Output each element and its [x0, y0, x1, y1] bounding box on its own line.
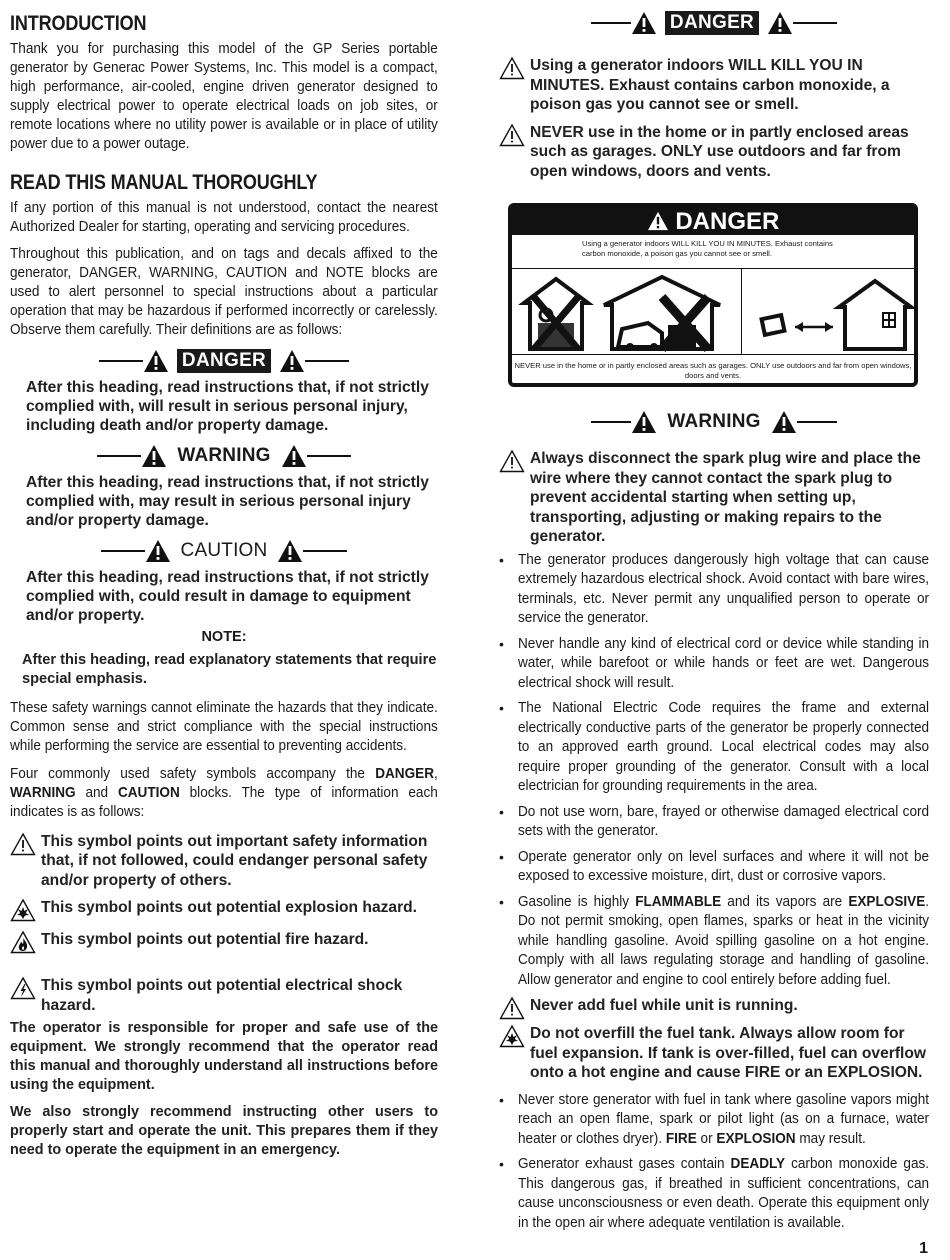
- warning-signal-word: [10, 439, 438, 473]
- danger-warning-triangle-icon: [143, 349, 169, 373]
- symbols-intro-text: Four commonly used safety symbols accompany the DANGER, WARNING and CAUTION blocks. The type of information each indicates is as follows:: [10, 765, 438, 820]
- placard-header: [512, 207, 914, 235]
- warning-triangle-icon: [631, 410, 657, 434]
- general-warning-icon: [499, 123, 525, 147]
- danger-indoors-item: [499, 56, 929, 115]
- general-warning-icon: [499, 449, 525, 473]
- safety-warnings-text: These safety warnings cannot eliminate the hazards that they indicate. Common sense and strict compliance with the special instructions while performing the service are essential to preventing accidents.: [10, 700, 438, 755]
- read-manual-heading: READ THIS MANUAL THOROUGHLY: [10, 170, 318, 194]
- danger-placard: [508, 203, 918, 387]
- note-definition: After this heading, read explanatory statements that require special emphasis.: [22, 652, 437, 688]
- spark-plug-warning-item: [499, 449, 929, 547]
- danger-indoors-text: Using a generator indoors WILL KILL YOU IN MINUTES. Exhaust contains carbon monoxide, a poison gas you cannot see or smell.: [530, 57, 890, 113]
- warning-signal-word-right: [499, 405, 929, 439]
- caution-definition: After this heading, read instructions that, if not strictly complied with, could result in damage to equipment and/or property.: [26, 569, 429, 625]
- operator-responsibility-text: The operator is responsible for proper and safe use of the equipment. We strongly recommend that the operator read this manual and thoroughly understand all instructions before using the equipment.: [10, 1020, 438, 1094]
- danger-signal-word: [10, 344, 438, 378]
- read-manual-text-2: Throughout this publication, and on tags and decals affixed to the generator, DANGER, WARNING, CAUTION and NOTE blocks are used to alert personnel to special instructions about a particular operation that may be hazardous if performed incorrectly or carelessly. Observe them carefully. Their definitions are as follows:: [10, 245, 438, 339]
- list-item: • Do not use worn, bare, frayed or otherwise damaged electrical cord sets with the generator.: [499, 803, 929, 842]
- outdoor-use-pictogram: [743, 269, 914, 356]
- read-manual-text-1: If any portion of this manual is not understood, contact the nearest Authorized Dealer for starting, operating and servicing procedures.: [10, 199, 438, 235]
- no-indoor-use-pictogram: [512, 269, 741, 356]
- general-warning-icon: [10, 832, 36, 856]
- danger-definition: After this heading, read instructions that, if not strictly complied with, will result in serious personal injury, including death and/or property damage.: [26, 379, 429, 435]
- list-item: • Gasoline is highly FLAMMABLE and its vapors are EXPLOSIVE. Do not permit smoking, open flames, sparks or heat in the vicinity while handling gasoline. Avoid spilling gasoline on a hot engine. Comply with all laws regulating storage and handling of gasoline. Allow generator and engine to cool entirely before adding fuel.: [499, 893, 929, 991]
- danger-warning-triangle-icon: [631, 11, 657, 35]
- caution-signal-word: [10, 534, 438, 568]
- danger-label-right: DANGER: [665, 11, 759, 35]
- caution-triangle-icon: [277, 539, 303, 563]
- symbol-general-item: [10, 832, 438, 891]
- list-item: • Never store generator with fuel in tank where gasoline vapors might reach an open flame, spark or pilot light (as on a furnace, water heater or clothes dryer). FIRE or EXPLOSION may result.: [499, 1091, 929, 1150]
- operator-instruction-text: We also strongly recommend instructing other users to properly start and operate the unit. This prepares them if they need to operate the equipment in an emergency.: [10, 1104, 438, 1159]
- danger-warning-triangle-icon: [279, 349, 305, 373]
- right-column: [499, 10, 929, 1239]
- symbol-explosion-item: [10, 898, 438, 922]
- safety-bullet-list: [499, 551, 929, 991]
- explosion-hazard-icon: [499, 1024, 525, 1048]
- overfill-warning-item: [499, 1024, 929, 1083]
- danger-enclosed-text: NEVER use in the home or in partly enclosed areas such as garages. ONLY use outdoors and far from open windows, doors and vents.: [530, 123, 909, 180]
- general-warning-icon: [499, 56, 525, 80]
- electrical-shock-icon: [10, 976, 36, 1000]
- note-label: NOTE:: [201, 629, 247, 646]
- list-item: • Never handle any kind of electrical cord or device while standing in water, while barefoot or while hands or feet are wet. Dangerous electrical shock will result.: [499, 635, 929, 694]
- general-warning-icon: [499, 996, 525, 1020]
- symbol-fire-item: [10, 930, 438, 954]
- fuel-running-warning-item: [499, 996, 929, 1020]
- placard-title: DANGER: [675, 208, 780, 235]
- warning-label-right: WARNING: [667, 411, 761, 432]
- placard-message: Using a generator indoors WILL KILL YOU IN MINUTES. Exhaust contains carbon monoxide, a poison gas you cannot see or smell.: [582, 239, 833, 258]
- warning-definition: After this heading, read instructions that, if not strictly complied with, may result in serious personal injury and/or property damage.: [26, 474, 429, 530]
- placard-pictograms: [512, 268, 914, 355]
- danger-label: DANGER: [177, 349, 271, 373]
- danger-enclosed-item: [499, 123, 929, 182]
- storage-bullet-list: [499, 1091, 929, 1234]
- warning-triangle-icon: [281, 444, 307, 468]
- spark-plug-warning-text: Always disconnect the spark plug wire and place the wire where they cannot contact the spark plug to prevent accidental starting when setting up, transporting, adjusting or making repairs to the generator.: [530, 450, 921, 545]
- warning-label: WARNING: [177, 445, 271, 467]
- explosion-hazard-icon: [10, 898, 36, 922]
- page-number: 1: [919, 1240, 928, 1257]
- caution-label: CAUTION: [180, 540, 268, 562]
- placard-warning-icon: [647, 211, 669, 231]
- symbol-fire-text: This symbol points out potential fire hazard.: [41, 931, 369, 949]
- overfill-warning-text: Do not overfill the fuel tank. Always allow room for fuel expansion. If tank is over-filled, fuel can overflow onto a hot engine and cause FIRE or an EXPLOSION.: [530, 1025, 926, 1081]
- fire-hazard-icon: [10, 930, 36, 954]
- danger-signal-word-right: [499, 8, 929, 38]
- introduction-heading: INTRODUCTION: [10, 12, 147, 35]
- symbol-general-text: This symbol points out important safety information that, if not followed, could endanger personal safety and/or property of others.: [41, 832, 428, 889]
- caution-triangle-icon: [145, 539, 171, 563]
- warning-triangle-icon: [771, 410, 797, 434]
- placard-bottom-text: NEVER use in the home or in partly enclosed areas such as garages. ONLY use outdoors and far from open windows, doors and vents.: [514, 361, 912, 380]
- symbol-shock-text: This symbol points out potential electrical shock hazard.: [41, 977, 403, 1014]
- symbol-explosion-text: This symbol points out potential explosion hazard.: [41, 899, 418, 917]
- symbol-shock-item: [10, 976, 438, 1015]
- list-item: • The National Electric Code requires the frame and external electrically conductive parts of the generator be properly connected to an approved earth ground. Local electrical codes may also require proper grounding of the generator. Consult with a local electrician for grounding requirements in the area.: [499, 699, 929, 797]
- list-item: • The generator produces dangerously high voltage that can cause extremely hazardous electrical shock. Avoid contact with bare wires, terminals, etc. Never permit any unqualified person to operate or service the generator.: [499, 551, 929, 629]
- warning-triangle-icon: [141, 444, 167, 468]
- danger-warning-triangle-icon: [767, 11, 793, 35]
- list-item: • Generator exhaust gases contain DEADLY carbon monoxide gas. This dangerous gas, if breathed in sufficient concentrations, can cause unconsciousness or even death. Operate this equipment only in the open air where adequate ventilation is available.: [499, 1155, 929, 1233]
- left-column: [10, 10, 438, 1160]
- fuel-running-warning-text: Never add fuel while unit is running.: [530, 997, 798, 1014]
- introduction-text: Thank you for purchasing this model of the GP Series portable generator by Generac Power Systems, Inc. This model is a compact, high performance, air-cooled, engine driven generator designed to supply electrical power to operate electrical loads on job sites, or remote locations where no utility power is available or in place of utility power due to a power outage.: [10, 41, 438, 153]
- list-item: • Operate generator only on level surfaces and where it will not be exposed to excessive moisture, dirt, dust or corrosive vapors.: [499, 848, 929, 887]
